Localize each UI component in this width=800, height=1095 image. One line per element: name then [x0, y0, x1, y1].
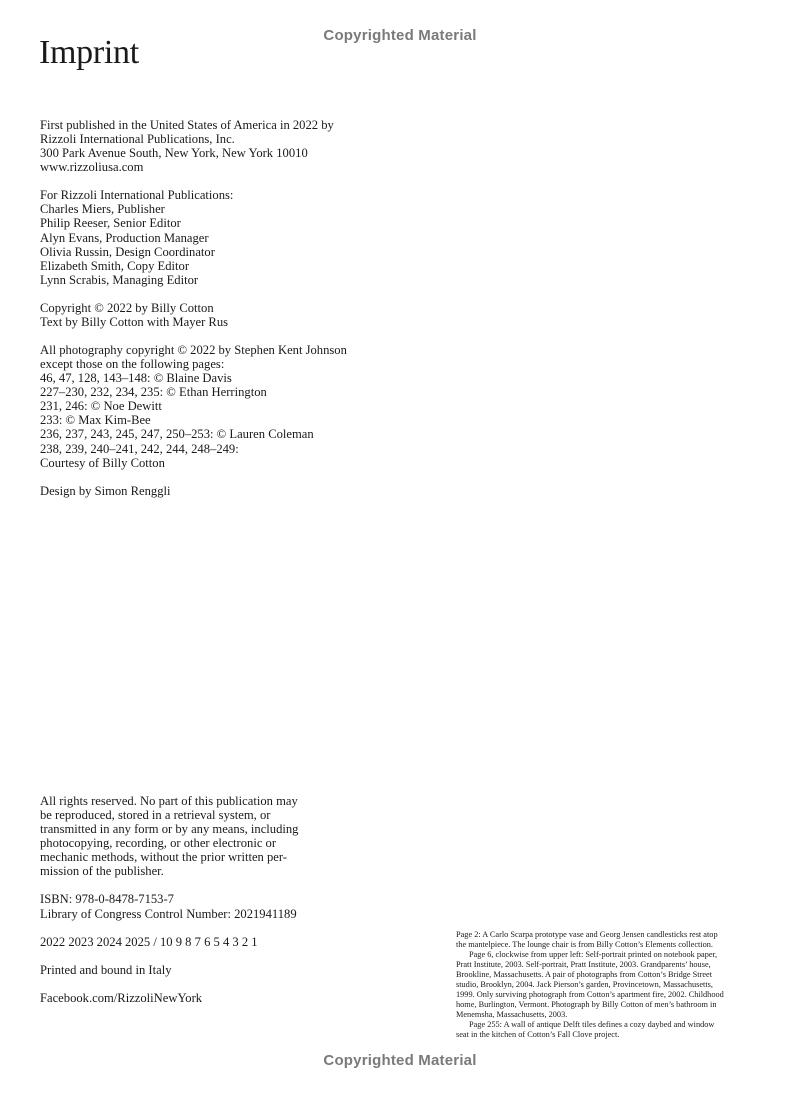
photo-credit-line: All photography copyright © 2022 by Stephen Kent Johnson — [40, 342, 347, 357]
copyright-line: Text by Billy Cotton with Mayer Rus — [40, 314, 229, 329]
staff-line: Philip Reeser, Senior Editor — [40, 216, 181, 231]
publisher-line: First published in the United States of America in 2022 by — [40, 118, 334, 132]
publisher-line: 300 Park Avenue South, New York, New York 10010 — [40, 146, 308, 161]
printing-line: 2022 2023 2024 2025 / 10 9 8 7 6 5 4 3 2 1 — [40, 934, 258, 949]
photo-credits-block — [40, 343, 380, 470]
watermark-bottom: Copyrighted Material — [323, 1052, 477, 1069]
staff-line: Elizabeth Smith, Copy Editor — [40, 258, 190, 273]
rights-line: transmitted in any form or by any means, including — [40, 822, 299, 837]
publisher-website-link[interactable]: www.rizzoliusa.com — [40, 160, 144, 175]
social-link[interactable]: Facebook.com/RizzoliNewYork — [40, 990, 203, 1005]
staff-block — [40, 188, 380, 287]
photo-captions — [456, 930, 728, 1040]
photo-credit-line: 236, 237, 243, 245, 247, 250–253: © Lauren Coleman — [40, 427, 314, 442]
staff-line: For Rizzoli International Publications: — [40, 188, 234, 203]
rights-line: All rights reserved. No part of this publication may — [40, 794, 298, 808]
printed-in: Printed and bound in Italy — [40, 962, 172, 977]
copyright-block — [40, 301, 380, 329]
caption-page-6: Page 6, clockwise from upper left: Self-portrait printed on notebook paper, Pratt Institute, 2003. Self-portrait, Pratt Institute, 2003. Grandparents’ house, Brookline, Massachusetts. A pair of photographs from Cotton’s Bridge Street studio, Brooklyn, 2004. Jack Pierson’s garden, Provincetown, Massachusetts, 1999. Only surviving photograph from Cotton’s apartment fire, 2002. Childhood home, Burlington, Vermont. Photograph by Billy Cotton of men’s bathroom in Menemsha, Massachusetts, 2003. — [456, 950, 724, 1019]
photo-credit-line: 233: © Max Kim-Bee — [40, 413, 151, 428]
rights-line: mission of the publisher. — [40, 864, 164, 879]
isbn: ISBN: 978-0-8478-7153-7 — [40, 892, 174, 907]
caption-page-2: Page 2: A Carlo Scarpa prototype vase and Georg Jensen candlesticks rest atop the mantelpiece. The lounge chair is from Billy Cotton’s Elements collection. — [456, 930, 718, 949]
publisher-line: Rizzoli International Publications, Inc. — [40, 132, 235, 147]
staff-line: Olivia Russin, Design Coordinator — [40, 244, 215, 259]
photo-credit-line: 238, 239, 240–241, 242, 244, 248–249: — [40, 441, 239, 456]
legal-text — [40, 794, 380, 1005]
photo-credit-line: except those on the following pages: — [40, 356, 225, 371]
design-credit: Design by Simon Renggli — [40, 483, 171, 498]
watermark-top: Copyrighted Material — [323, 27, 477, 44]
photo-credit-line: 227–230, 232, 234, 235: © Ethan Herrington — [40, 385, 267, 400]
loc-control-number: Library of Congress Control Number: 2021941189 — [40, 906, 297, 921]
rights-line: photocopying, recording, or other electronic or — [40, 836, 277, 851]
page-title: Imprint — [39, 34, 139, 71]
copyright-line: Copyright © 2022 by Billy Cotton — [40, 300, 214, 315]
rights-line: mechanic methods, without the prior written per- — [40, 850, 288, 865]
imprint-text — [40, 118, 380, 498]
staff-line: Charles Miers, Publisher — [40, 202, 165, 217]
staff-line: Alyn Evans, Production Manager — [40, 230, 209, 245]
rights-block — [40, 794, 380, 879]
photo-credit-line: Courtesy of Billy Cotton — [40, 455, 165, 470]
caption-page-255: Page 255: A wall of antique Delft tiles defines a cozy daybed and window seat in the kitchen of Cotton’s Fall Clove project. — [456, 1020, 715, 1039]
rights-line: be reproduced, stored in a retrieval system, or — [40, 808, 271, 823]
photo-credit-line: 46, 47, 128, 143–148: © Blaine Davis — [40, 371, 232, 386]
publisher-block — [40, 118, 380, 174]
staff-line: Lynn Scrabis, Managing Editor — [40, 272, 199, 287]
photo-credit-line: 231, 246: © Noe Dewitt — [40, 399, 162, 414]
